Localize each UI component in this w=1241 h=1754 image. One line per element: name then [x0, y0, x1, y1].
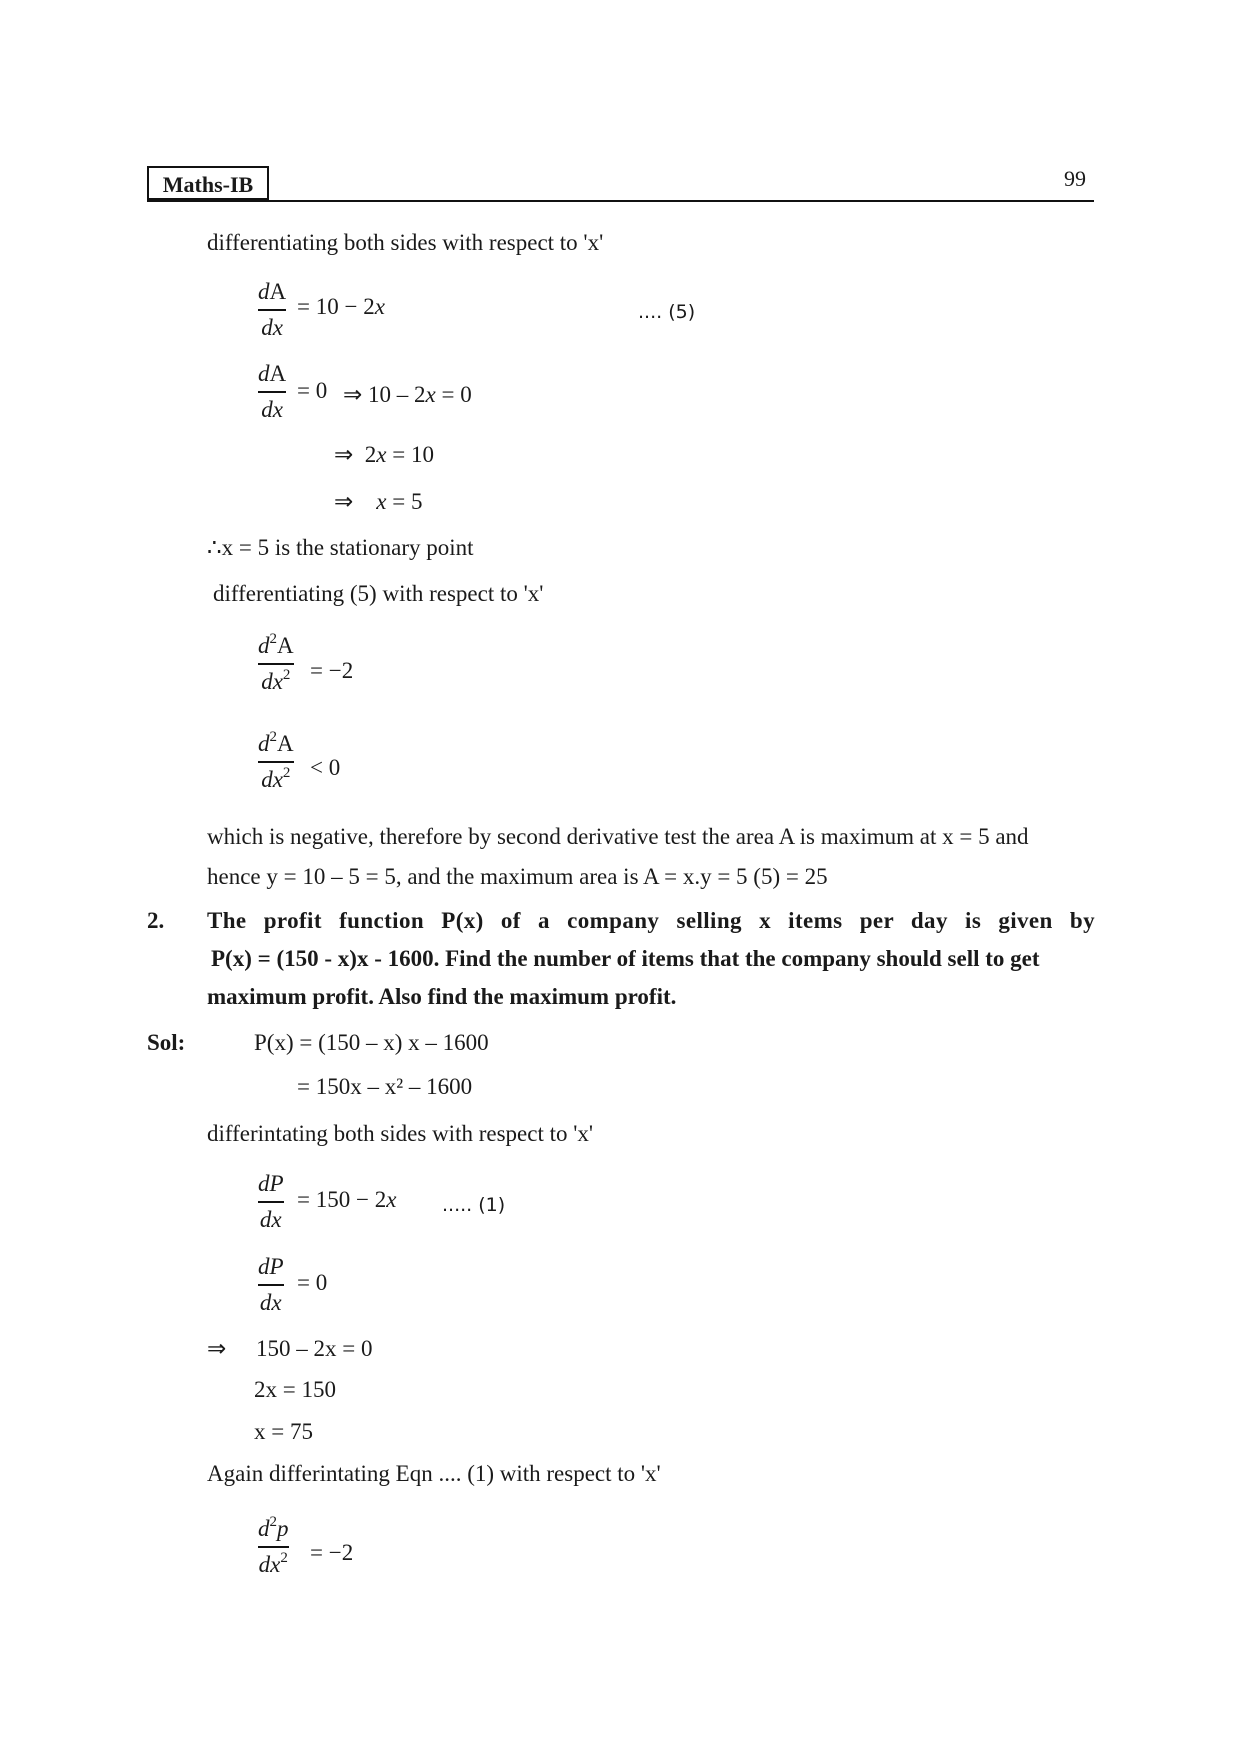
- header-rule: [147, 200, 1094, 202]
- text-line: Again differintating Eqn .... (1) with respect to 'x': [207, 1461, 661, 1486]
- page-number: 99: [1064, 166, 1086, 191]
- implication-symbol: ⇒: [207, 1336, 227, 1361]
- equation-tag: .... (5): [638, 301, 696, 323]
- equation-implication: ⇒ 10 – 2x = 0: [343, 382, 472, 407]
- solution-label: Sol:: [147, 1030, 186, 1055]
- equation-rhs: = 0: [297, 1270, 328, 1295]
- equation-rhs: = 0: [297, 378, 328, 403]
- text-line: which is negative, therefore by second derivative test the area A is maximum at x = 5 and: [207, 824, 1029, 849]
- fraction-dA-dx: dA dx: [258, 279, 287, 340]
- text-line: differentiating both sides with respect to 'x': [207, 230, 604, 255]
- question-line: The profit function P(x) of a company selling x items per day is given by: [207, 908, 1095, 933]
- equation-rhs: < 0: [310, 755, 341, 780]
- solution-step: 2x = 150: [254, 1377, 336, 1402]
- implication-x: ⇒ x = 5: [334, 489, 423, 514]
- question-line: P(x) = (150 - x)x - 1600. Find the number of items that the company should sell to get: [211, 946, 1040, 971]
- solution-step: 150 – 2x = 0: [256, 1336, 373, 1361]
- text-line: hence y = 10 – 5 = 5, and the maximum area is A = x.y = 5 (5) = 25: [207, 864, 828, 889]
- fraction-dP-dx: dP dx: [258, 1171, 284, 1232]
- equation-rhs: = −2: [310, 1540, 354, 1565]
- equation-tag: ..... (1): [442, 1194, 506, 1216]
- question-number: 2.: [147, 908, 165, 933]
- fraction-dA-dx: dA dx: [258, 361, 287, 422]
- equation-rhs: = 150 − 2x: [297, 1187, 397, 1212]
- text-line: ∴x = 5 is the stationary point: [207, 535, 474, 560]
- header-title: Maths-IB: [147, 166, 269, 200]
- question-line: maximum profit. Also find the maximum profit.: [207, 984, 677, 1009]
- fraction-dP-dx: dP dx: [258, 1254, 284, 1315]
- fraction-d2A-dx2: $d^2A$ $dx^2$: [258, 631, 294, 694]
- equation-rhs: = −2: [310, 658, 354, 683]
- solution-line: P(x) = (150 – x) x – 1600: [254, 1030, 489, 1055]
- solution-step: x = 75: [254, 1419, 313, 1444]
- solution-line: = 150x – x² – 1600: [297, 1074, 473, 1099]
- text-line: differintating both sides with respect to 'x': [207, 1121, 594, 1146]
- equation-rhs: = 10 − 2x: [297, 294, 385, 319]
- fraction-d2p-dx2: $d^2p$ $dx^2$: [258, 1514, 289, 1577]
- implication-2x: ⇒ 2x = 10: [334, 442, 434, 467]
- fraction-d2A-dx2: $d^2A$ $dx^2$: [258, 729, 294, 792]
- text-line: differentiating (5) with respect to 'x': [213, 581, 544, 606]
